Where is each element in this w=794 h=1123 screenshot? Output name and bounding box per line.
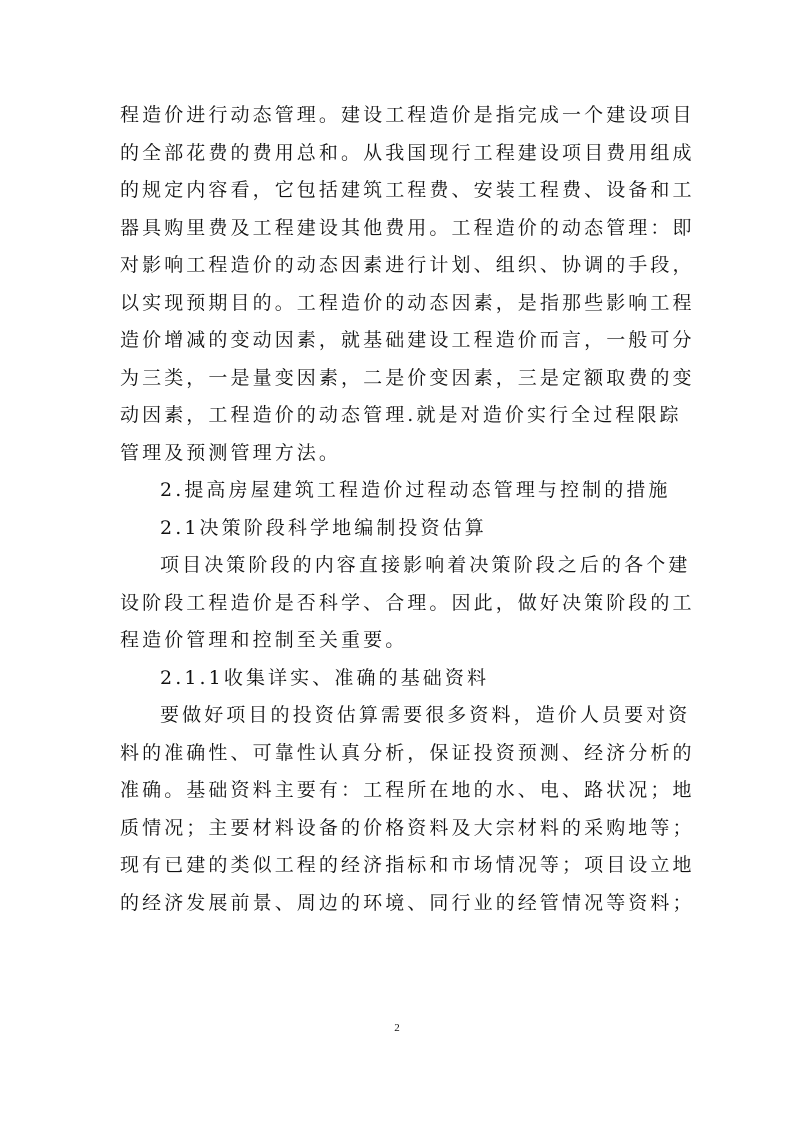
- text-line: 动因素，工程造价的动态管理.就是对造价实行全过程限踪: [120, 404, 682, 426]
- subsubsection-heading: 2.1.1收集详实、准确的基础资料: [160, 666, 490, 689]
- text-line: 为三类，一是量变因素，二是价变因素，三是定额取费的变: [120, 366, 695, 389]
- text-line: 造价增减的变动因素，就基础建设工程造价而言，一般可分: [120, 329, 695, 351]
- text-line: 的规定内容看，它包括建筑工程费、安装工程费、设备和工: [120, 179, 695, 201]
- document-body: [120, 97, 695, 922]
- text-line: 的全部花费的费用总和。从我国现行工程建设项目费用组成: [120, 141, 695, 164]
- text-line: 设阶段工程造价是否科学、合理。因此，做好决策阶段的工: [120, 591, 695, 614]
- text-line: 管理及预测管理方法。: [120, 441, 342, 464]
- text-line: 料的准确性、可靠性认真分析，保证投资预测、经济分析的: [120, 741, 695, 764]
- text-line: 程造价管理和控制至关重要。: [120, 629, 408, 651]
- text-line: 现有已建的类似工程的经济指标和市场情况等；项目设立地: [120, 854, 695, 876]
- section-heading: 2.提高房屋建筑工程造价过程动态管理与控制的措施: [160, 479, 671, 501]
- text-line: 程造价进行动态管理。建设工程造价是指完成一个建设项目: [120, 104, 695, 126]
- text-line: 准确。基础资料主要有：工程所在地的水、电、路状况；地: [120, 779, 695, 801]
- text-line: 质情况；主要材料设备的价格资料及大宗材料的采购地等；: [120, 816, 695, 839]
- page-number: 2: [394, 1022, 400, 1034]
- subsection-heading: 2.1决策阶段科学地编制投资估算: [160, 516, 487, 539]
- text-line: 的经济发展前景、周边的环境、同行业的经管情况等资料；: [120, 891, 695, 914]
- text-line: 要做好项目的投资估算需要很多资料，造价人员要对资: [160, 704, 691, 726]
- text-line: 项目决策阶段的内容直接影响着决策阶段之后的各个建: [160, 554, 691, 576]
- text-line: 对影响工程造价的动态因素进行计划、组织、协调的手段，: [120, 254, 695, 276]
- text-line: 以实现预期目的。工程造价的动态因素，是指那些影响工程: [120, 291, 695, 314]
- text-line: 器具购里费及工程建设其他费用。工程造价的动态管理：即: [120, 216, 695, 239]
